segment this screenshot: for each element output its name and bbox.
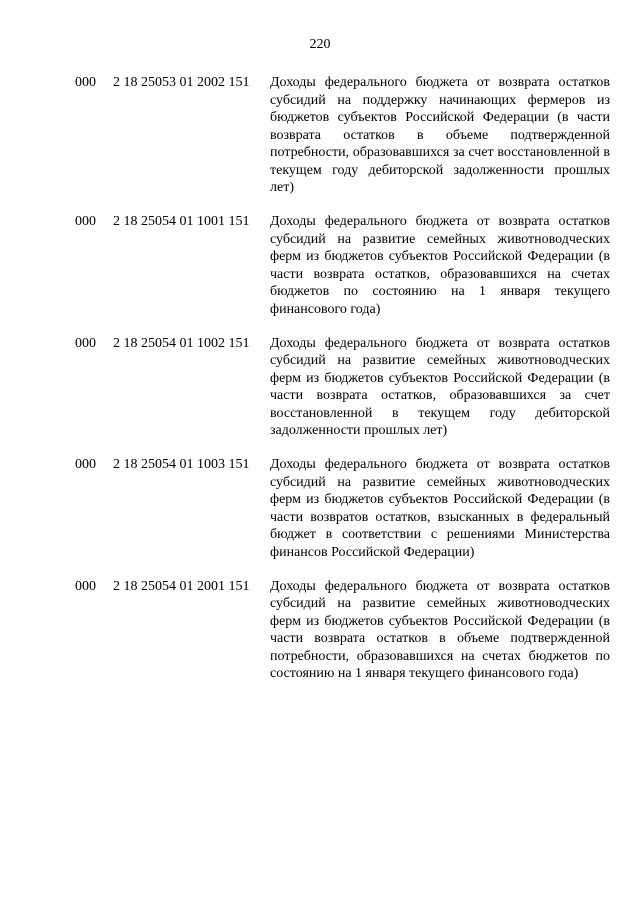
budget-entry	[75, 456, 610, 561]
budget-classification-code: 2 18 25054 01 1003 151	[113, 457, 250, 472]
budget-entry	[75, 335, 610, 440]
income-description: Доходы федерального бюджета от возврата остатков субсидий на поддержку начинающих фермеров из бюджетов субъектов Российской Федерации (в части возврата остатков в объеме подтвержденной потребности, образовавшихся за счет восстановленной в текущем году дебиторской задолженности прошлых лет)	[270, 75, 610, 195]
admin-code: 000	[75, 75, 96, 90]
income-description: Доходы федерального бюджета от возврата остатков субсидий на развитие семейных животноводческих ферм из бюджетов субъектов Российской Федерации (в части возврата остатков в объеме подтвержденной потребности, образовавшихся на счетах бюджетов по состоянию на 1 января текущего финансового года)	[270, 578, 610, 681]
budget-classification-code: 2 18 25054 01 2001 151	[113, 578, 250, 594]
admin-code: 000	[75, 335, 96, 351]
budget-code-list	[75, 74, 610, 699]
income-description: Доходы федерального бюджета от возврата остатков субсидий на развитие семейных животноводческих ферм из бюджетов субъектов Российской Федерации (в части возврата остатков, образовавшихся за счет восстановленной в текущем году дебиторской задолженности прошлых лет)	[270, 335, 610, 438]
budget-classification-code: 2 18 25054 01 1002 151	[113, 335, 250, 351]
income-description: Доходы федерального бюджета от возврата остатков субсидий на развитие семейных животноводческих ферм из бюджетов субъектов Российской Федерации (в части возвратов остатков, взысканных в федеральный бюджет в соответствии с решениями Министерства финансов Российской Федерации)	[270, 457, 610, 560]
admin-code: 000	[75, 578, 96, 594]
budget-entry	[75, 213, 610, 318]
budget-classification-code: 2 18 25053 01 2002 151	[113, 75, 250, 90]
admin-code: 000	[75, 457, 96, 472]
page-number: 220	[309, 37, 331, 52]
budget-entry	[75, 578, 610, 683]
income-description: Доходы федерального бюджета от возврата остатков субсидий на развитие семейных животноводческих ферм из бюджетов субъектов Российской Федерации (в части возврата остатков, образовавшихся на счетах бюджетов по состоянию на 1 января текущего финансового года)	[270, 214, 610, 317]
admin-code: 000	[75, 214, 96, 229]
budget-entry	[75, 74, 610, 197]
budget-classification-code: 2 18 25054 01 1001 151	[113, 214, 250, 229]
